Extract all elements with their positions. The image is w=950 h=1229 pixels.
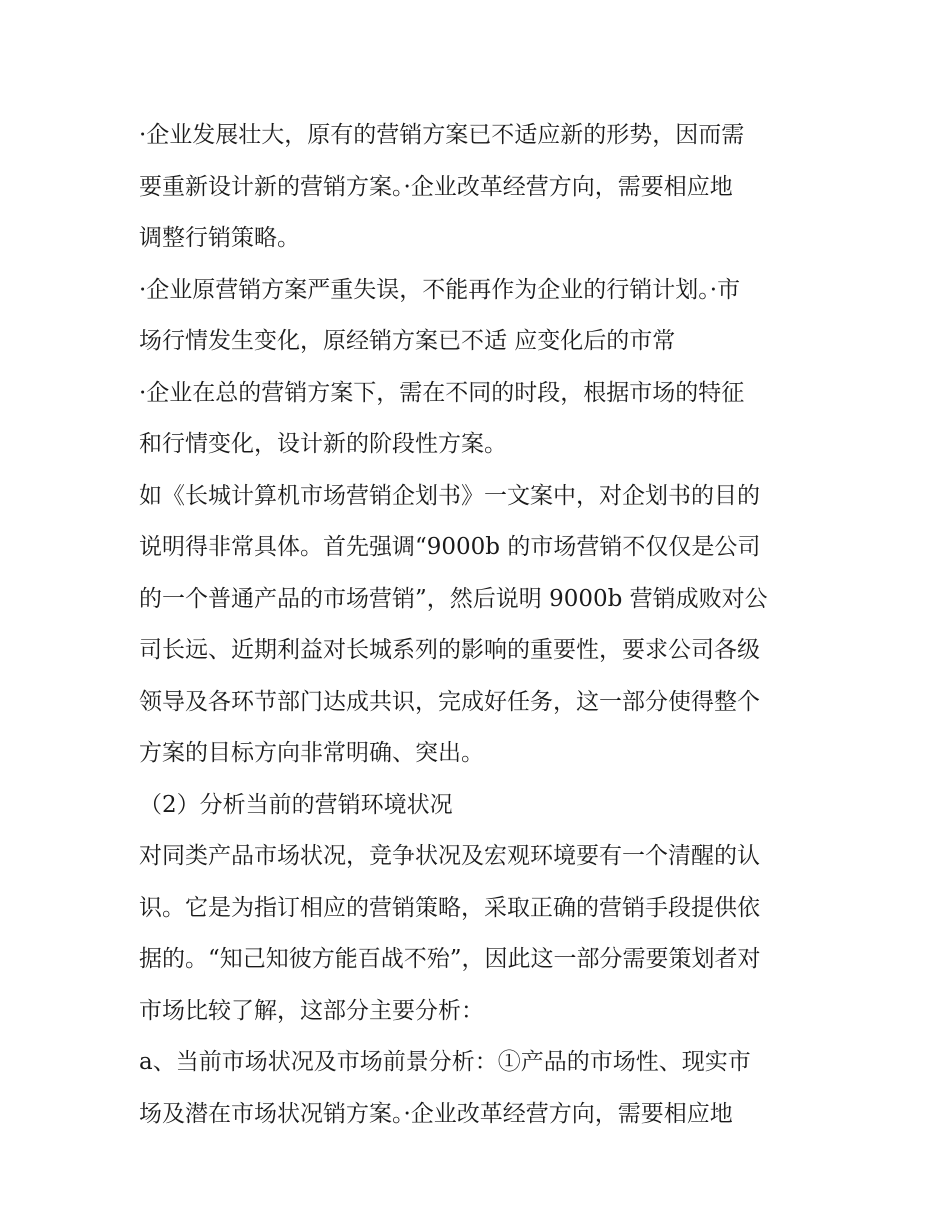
text-line: 据的。“知己知彼方能百战不殆”，因此这一部分需要策划者对 <box>139 946 761 972</box>
text-line: 对同类产品市场状况，竞争状况及宏观环境要有一个清醒的认 <box>139 843 760 869</box>
text-line: 市场比较了解，这部分主要分析： <box>139 997 484 1024</box>
text-line: 调整行销策略。 <box>139 225 300 251</box>
text-line: ·企业发展壮大，原有的营销方案已不适应新的形势，因而需 <box>139 122 745 148</box>
document-body <box>139 110 819 1140</box>
text-line: 说明得非常具体。首先强调“9000b 的市场营销不仅仅是公司 <box>139 534 761 560</box>
text-line: 领导及各环节部门达成共识，完成好任务，这一部分使得整个 <box>139 688 760 715</box>
text-line: 和行情变化，设计新的阶段性方案。 <box>139 431 507 457</box>
text-line: 方案的目标方向非常明确、突出。 <box>139 740 484 766</box>
text-line: 的一个普通产品的市场营销”，然后说明 9000b 营销成败对公 <box>139 585 768 612</box>
text-line: 场及潜在市场状况销方案。·企业改革经营方向，需要相应地 <box>139 1100 733 1127</box>
text-line: ·企业在总的营销方案下，需在不同的时段，根据市场的特征 <box>139 379 745 406</box>
text-line: 识。它是为指订相应的营销策略，采取正确的营销手段提供依 <box>139 894 760 921</box>
text-line: ·企业原营销方案严重失误，不能再作为企业的行销计划。·市 <box>139 276 741 303</box>
text-line: 场行情发生变化，原经销方案已不适 应变化后的市常 <box>139 328 676 354</box>
text-line: 要重新设计新的营销方案。·企业改革经营方向，需要相应地 <box>139 173 733 200</box>
text-line: 司长远、近期利益对长城系列的影响的重要性，要求公司各级 <box>139 637 760 663</box>
text-line: 如《长城计算机市场营销企划书》一文案中，对企划书的目的 <box>139 482 760 509</box>
text-line: a、当前市场状况及市场前景分析：①产品的市场性、现实市 <box>139 1049 751 1075</box>
section-heading: （2）分析当前的营销环境状况 <box>139 791 453 818</box>
